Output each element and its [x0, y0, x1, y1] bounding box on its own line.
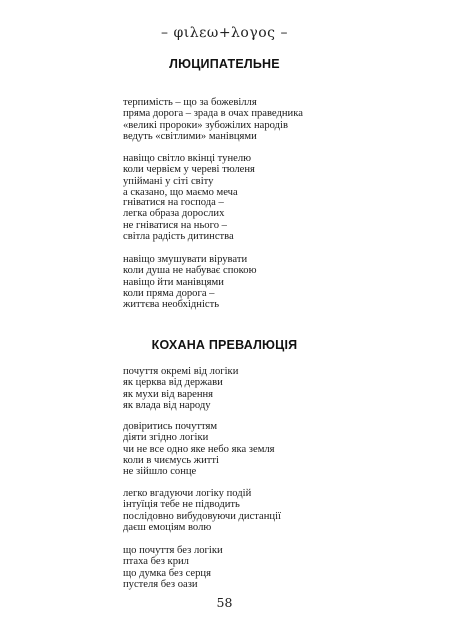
poem-line: чи не все одно яке небо яка земля	[123, 443, 275, 455]
poem-line: коли пряма дорога –	[123, 287, 215, 299]
poem-line: життєва необхідність	[123, 299, 220, 311]
poem-line: навіщо змушувати вірувати	[123, 254, 248, 265]
poem-line: що почуття без логіки	[123, 545, 223, 556]
stanza	[123, 545, 223, 590]
poem-line: коли червієм у череві тюленя	[123, 164, 255, 176]
poem-line: легка образа дорослих	[123, 208, 225, 220]
poem-line: коли душа не набуває спокою	[123, 265, 257, 277]
stanza	[123, 254, 257, 310]
poem-line: не зійшло сонце	[123, 466, 197, 478]
poem-line: упіймані у сіті світу	[123, 175, 214, 187]
poem-line: інтуїція тебе не підводить	[123, 499, 240, 511]
poem-line: що думка без серця	[123, 567, 211, 579]
page-number: 58	[216, 595, 233, 610]
poem-line: як церква від держави	[123, 377, 223, 389]
poem-line: діяти згідно логіки	[123, 432, 209, 444]
poem-line: легко вгадуючи логіку подій	[123, 488, 252, 499]
running-header: – φιλεω+λογος –	[161, 25, 288, 41]
poem-line: як влада від народу	[123, 399, 211, 411]
poem-line: послідовно вибудовуючи дистанції	[123, 510, 281, 522]
poem-line: ведуть «світлими» манівцями	[123, 130, 257, 142]
poem-line: навіщо йти манівцями	[123, 276, 224, 288]
poem-line: довіритись почуттям	[123, 421, 218, 432]
poem-line: почуття окремі від логіки	[123, 366, 239, 377]
poem-line: гніватися на господа –	[123, 197, 224, 208]
poem-title: КОХАНА ПРЕВАЛЮЦІЯ	[151, 338, 298, 352]
stanza	[123, 97, 303, 142]
poem-line: пустеля без оази	[123, 578, 198, 590]
poem-line: а сказано, що маємо меча	[123, 186, 238, 198]
stanza	[123, 153, 255, 198]
poem-line: даєш емоціям волю	[123, 521, 212, 533]
poem-line: навіщо світло вкінці тунелю	[123, 153, 252, 164]
poem-line: пряма дорога – зрада в очах праведника	[123, 108, 303, 120]
poem-title: ЛЮЦИПАТЕЛЬНЕ	[169, 57, 280, 71]
poem-line: птаха без крил	[123, 556, 189, 568]
stanza	[123, 488, 281, 533]
stanza	[123, 197, 234, 242]
poem-line: як мухи від варення	[123, 388, 214, 400]
poem-line: «великі пророки» зубожілих народів	[123, 119, 288, 131]
poem-line: не гніватися на нього –	[123, 219, 227, 231]
poem-line: коли в чиємусь житті	[123, 454, 219, 466]
poem-line: терпимість – що за божевілля	[123, 97, 257, 108]
stanza	[123, 366, 238, 411]
stanza	[123, 421, 275, 477]
poem-line: світла радість дитинства	[123, 230, 234, 242]
